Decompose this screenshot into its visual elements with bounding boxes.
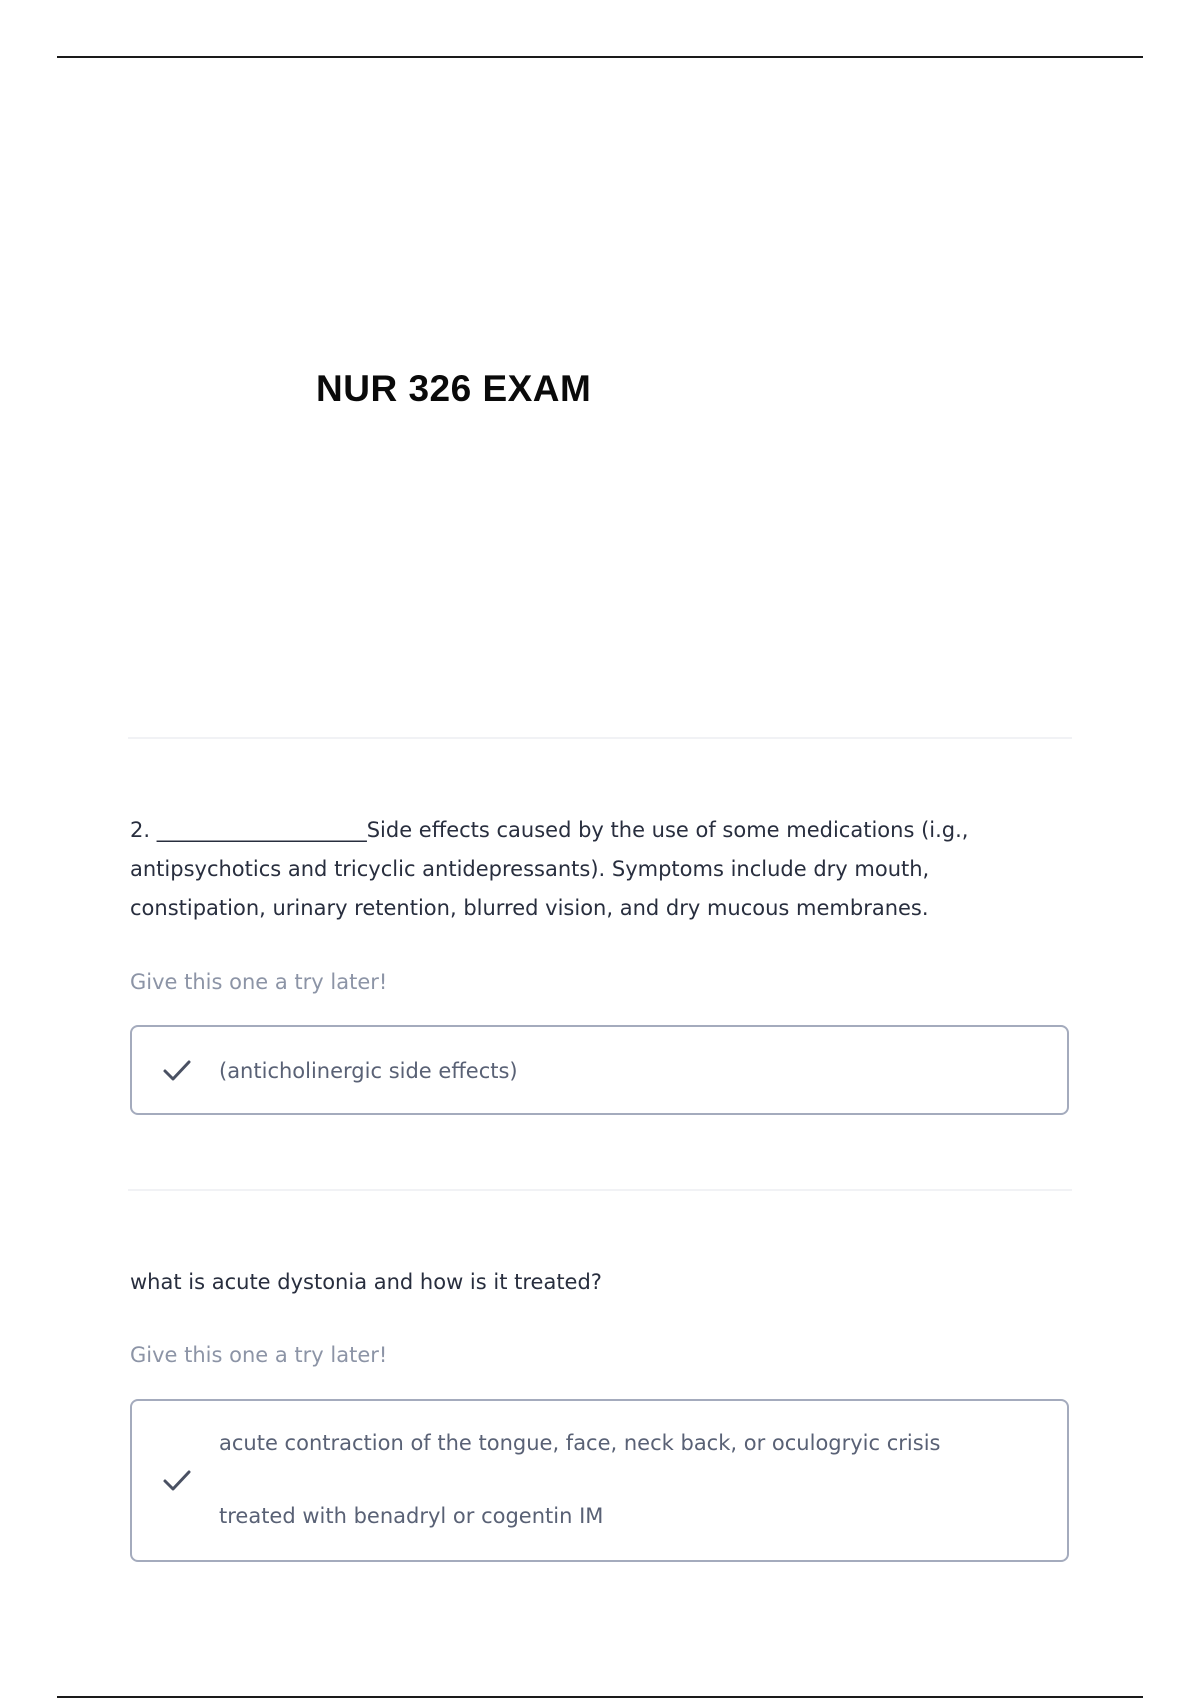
bottom-rule xyxy=(57,1696,1143,1698)
card-divider xyxy=(128,1189,1072,1191)
answer-text: treated with benadryl or cogentin IM xyxy=(219,1504,604,1528)
question-text: what is acute dystonia and how is it treated? xyxy=(130,1270,602,1294)
top-rule xyxy=(57,56,1143,58)
answer-text: (anticholinergic side effects) xyxy=(219,1059,518,1083)
answer-text: acute contraction of the tongue, face, neck back, or oculogryic crisis xyxy=(219,1431,941,1455)
question-text: 2. ____________________Side effects caused by the use of some medications (i.g., antipsychotics and tricyclic antidepressants). Symptoms include dry mouth, constipation, urinary retention, blurred vision, and dry mucous membranes. xyxy=(130,818,969,920)
answer-box[interactable] xyxy=(130,1399,1069,1562)
check-icon xyxy=(160,1464,194,1498)
check-icon xyxy=(160,1054,194,1088)
card-divider xyxy=(128,737,1072,739)
document-title: NUR 326 EXAM xyxy=(316,368,592,409)
answer-box[interactable] xyxy=(130,1025,1069,1115)
try-later-hint: Give this one a try later! xyxy=(130,970,388,994)
try-later-hint: Give this one a try later! xyxy=(130,1343,388,1367)
